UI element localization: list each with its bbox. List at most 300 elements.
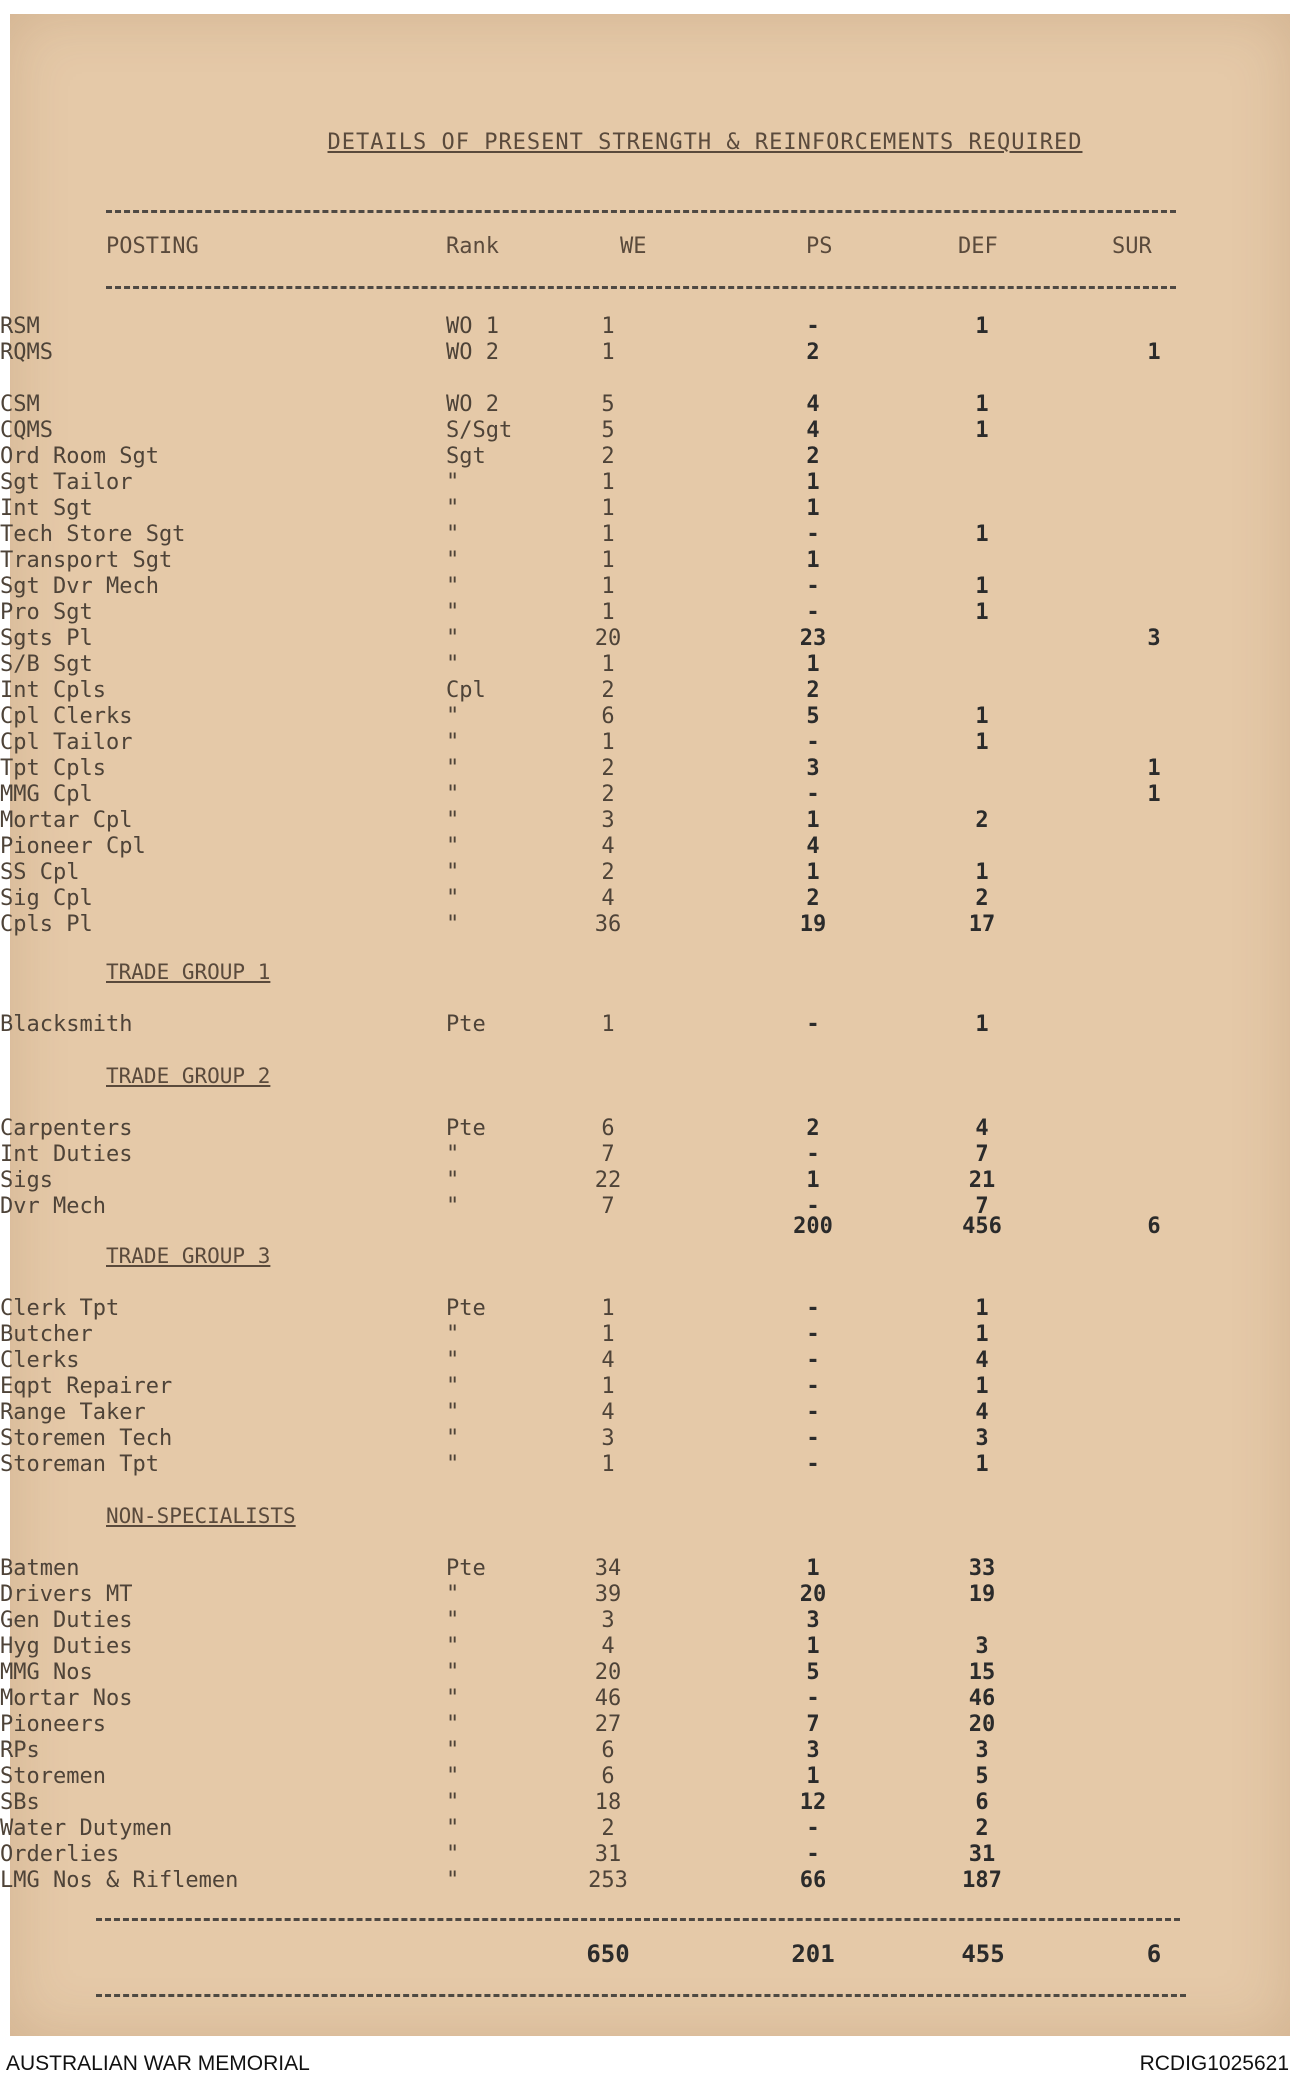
cell-we: 1 [601,730,615,755]
cell-def: 1 [975,1322,989,1347]
table-row [0,652,1297,678]
header-top-rule [106,210,1176,213]
cell-def: 1 [975,704,989,729]
cell-we: 253 [588,1868,628,1893]
subtotal-row [0,1214,1297,1240]
cell-ps: 1 [806,1764,820,1789]
cell-def: 1 [975,522,989,547]
cell-rank: " [446,1790,460,1815]
cell-we: 1 [601,340,615,365]
cell-ps: 3 [806,1608,820,1633]
cell-rank: " [446,1712,460,1737]
cell-rank: " [446,574,460,599]
total-def: 455 [961,1940,1005,1968]
cell-ps: 2 [806,1116,820,1141]
cell-rank: WO 2 [446,340,499,365]
cell-ps: 5 [806,1660,820,1685]
cell-rank: " [446,600,460,625]
cell-ps: - [806,522,820,547]
table-row [0,886,1297,912]
cell-we: 22 [594,1168,622,1193]
cell-posting: Pioneers [0,1712,106,1737]
cell-rank: " [446,782,460,807]
cell-ps: 1 [806,652,820,677]
cell-def: 1 [975,1452,989,1477]
subtotal-ps: 200 [793,1214,833,1239]
cell-def: 1 [975,860,989,885]
table-row [0,834,1297,860]
cell-rank: " [446,1168,460,1193]
cell-rank: " [446,496,460,521]
table-row [0,522,1297,548]
cell-we: 4 [601,1400,615,1425]
cell-we: 6 [601,1764,615,1789]
cell-def: 1 [975,730,989,755]
cell-posting: Drivers MT [0,1582,133,1607]
table-row [0,496,1297,522]
cell-we: 31 [594,1842,622,1867]
cell-we: 1 [601,652,615,677]
cell-we: 4 [601,886,615,911]
table-row [0,1712,1297,1738]
cell-we: 1 [601,1012,615,1037]
cell-ps: 1 [806,470,820,495]
table-row [0,808,1297,834]
cell-sur: 3 [1147,626,1161,651]
cell-posting: Eqpt Repairer [0,1374,173,1399]
cell-we: 2 [601,860,615,885]
cell-ps: 2 [806,886,820,911]
cell-ps: 1 [806,548,820,573]
cell-ps: 7 [806,1712,820,1737]
cell-posting: Sgt Dvr Mech [0,574,159,599]
table-row [0,444,1297,470]
cell-we: 4 [601,834,615,859]
cell-posting: Cpls Pl [0,912,93,937]
cell-rank: " [446,1582,460,1607]
cell-we: 3 [601,1608,615,1633]
table-row [0,704,1297,730]
cell-we: 27 [594,1712,622,1737]
cell-posting: Sigs [0,1168,53,1193]
table-row [0,1116,1297,1142]
cell-ps: - [806,1142,820,1167]
cell-posting: SS Cpl [0,860,80,885]
cell-we: 1 [601,1452,615,1477]
table-row [0,574,1297,600]
header-def: DEF [958,234,998,259]
cell-we: 5 [601,418,615,443]
cell-def: 4 [975,1400,989,1425]
table-row [0,1426,1297,1452]
cell-ps: - [806,1400,820,1425]
cell-def: 1 [975,314,989,339]
cell-posting: Storemen Tech [0,1426,173,1451]
cell-ps: 1 [806,860,820,885]
table-row [0,1012,1297,1038]
cell-rank: " [446,808,460,833]
cell-rank: " [446,912,460,937]
section-heading: TRADE GROUP 2 [106,1064,271,1088]
cell-ps: 5 [806,704,820,729]
cell-posting: MMG Cpl [0,782,93,807]
cell-ps: - [806,1374,820,1399]
cell-we: 39 [594,1582,622,1607]
cell-rank: " [446,652,460,677]
cell-we: 1 [601,548,615,573]
table-row [0,1790,1297,1816]
totals-bottom-rule [96,1994,1186,1997]
cell-ps: 1 [806,808,820,833]
cell-rank: " [446,1660,460,1685]
cell-rank: Pte [446,1012,486,1037]
cell-we: 20 [594,1660,622,1685]
cell-we: 1 [601,574,615,599]
cell-rank: " [446,1686,460,1711]
cell-rank: " [446,1738,460,1763]
cell-def: 15 [968,1660,996,1685]
cell-def: 33 [968,1556,996,1581]
cell-ps: - [806,314,820,339]
cell-posting: S/B Sgt [0,652,93,677]
cell-posting: Blacksmith [0,1012,133,1037]
archive-reference: RCDIG1025621 [1139,2052,1289,2075]
cell-we: 1 [601,314,615,339]
cell-rank: " [446,1142,460,1167]
cell-posting: Transport Sgt [0,548,173,573]
table-row [0,1322,1297,1348]
cell-we: 1 [601,600,615,625]
cell-posting: Ord Room Sgt [0,444,159,469]
cell-rank: " [446,1400,460,1425]
cell-rank: S/Sgt [446,418,513,443]
table-row [0,1660,1297,1686]
cell-we: 4 [601,1348,615,1373]
cell-posting: Batmen [0,1556,80,1581]
cell-rank: Pte [446,1116,486,1141]
subtotal-def: 456 [962,1214,1002,1239]
cell-ps: - [806,574,820,599]
table-row [0,1686,1297,1712]
cell-ps: - [806,1426,820,1451]
cell-rank: Pte [446,1556,486,1581]
cell-ps: 19 [799,912,827,937]
table-row [0,470,1297,496]
cell-posting: Water Dutymen [0,1816,173,1841]
cell-posting: Cpl Clerks [0,704,133,729]
cell-def: 1 [975,1374,989,1399]
cell-we: 3 [601,1426,615,1451]
table-row [0,1608,1297,1634]
cell-rank: " [446,1868,460,1893]
header-sur: SUR [1112,234,1152,259]
table-row [0,1582,1297,1608]
cell-we: 1 [601,1296,615,1321]
cell-posting: Int Cpls [0,678,106,703]
table-row [0,1556,1297,1582]
cell-posting: SBs [0,1790,40,1815]
cell-ps: - [806,1816,820,1841]
cell-we: 6 [601,1738,615,1763]
cell-posting: Int Duties [0,1142,133,1167]
table-row [0,912,1297,938]
cell-def: 3 [975,1738,989,1763]
cell-ps: - [806,1452,820,1477]
cell-def: 4 [975,1116,989,1141]
section-heading: TRADE GROUP 1 [106,960,271,984]
table-row [0,600,1297,626]
table-row [0,1816,1297,1842]
cell-sur: 1 [1147,756,1161,781]
cell-posting: Tech Store Sgt [0,522,186,547]
cell-we: 18 [594,1790,622,1815]
cell-ps: 2 [806,444,820,469]
cell-posting: Sgt Tailor [0,470,133,495]
cell-posting: Cpl Tailor [0,730,133,755]
cell-def: 20 [968,1712,996,1737]
table-row [0,314,1297,340]
cell-ps: 1 [806,1168,820,1193]
cell-ps: - [806,1296,820,1321]
table-row [0,1296,1297,1322]
table-row [0,1142,1297,1168]
cell-rank: " [446,522,460,547]
totals-top-rule [96,1918,1180,1921]
cell-we: 1 [601,1374,615,1399]
cell-def: 4 [975,1348,989,1373]
cell-we: 2 [601,756,615,781]
table-row [0,1842,1297,1868]
cell-posting: Storemen [0,1764,106,1789]
cell-ps: 4 [806,834,820,859]
cell-ps: 1 [806,1556,820,1581]
cell-rank: " [446,1452,460,1477]
cell-def: 3 [975,1634,989,1659]
table-row [0,1348,1297,1374]
cell-def: 1 [975,418,989,443]
cell-ps: - [806,600,820,625]
header-rank: Rank [446,234,499,259]
header-ps: PS [806,234,833,259]
table-row [0,626,1297,652]
cell-posting: Orderlies [0,1842,120,1867]
cell-we: 7 [601,1194,615,1219]
cell-we: 36 [594,912,622,937]
cell-we: 6 [601,704,615,729]
table-row [0,678,1297,704]
cell-ps: - [806,730,820,755]
cell-rank: " [446,1322,460,1347]
cell-def: 6 [975,1790,989,1815]
cell-rank: WO 2 [446,392,499,417]
cell-rank: " [446,1816,460,1841]
archive-credit: AUSTRALIAN WAR MEMORIAL [6,2052,310,2075]
cell-posting: CQMS [0,418,53,443]
table-row [0,782,1297,808]
cell-posting: Hyg Duties [0,1634,133,1659]
cell-posting: Pro Sgt [0,600,93,625]
cell-ps: 2 [806,678,820,703]
cell-ps: 23 [799,626,827,651]
cell-def: 1 [975,574,989,599]
cell-posting: LMG Nos & Riflemen [0,1868,239,1893]
section-heading: NON-SPECIALISTS [106,1504,296,1528]
cell-we: 20 [594,626,622,651]
cell-def: 21 [968,1168,996,1193]
cell-rank: " [446,860,460,885]
cell-posting: Sgts Pl [0,626,93,651]
header-we: WE [620,234,647,259]
cell-posting: Carpenters [0,1116,133,1141]
cell-def: 1 [975,600,989,625]
total-sur: 6 [1146,1940,1162,1968]
cell-posting: RSM [0,314,40,339]
cell-ps: 20 [799,1582,827,1607]
table-row [0,1764,1297,1790]
cell-ps: 3 [806,756,820,781]
header-bottom-rule [106,286,1176,289]
cell-def: 1 [975,392,989,417]
cell-posting: Mortar Cpl [0,808,133,833]
cell-rank: " [446,1634,460,1659]
cell-posting: Tpt Cpls [0,756,106,781]
header-posting: POSTING [106,234,199,259]
table-row [0,730,1297,756]
cell-we: 46 [594,1686,622,1711]
cell-def: 46 [968,1686,996,1711]
cell-ps: - [806,1194,820,1219]
cell-we: 1 [601,470,615,495]
cell-rank: " [446,548,460,573]
cell-posting: Sig Cpl [0,886,93,911]
cell-rank: " [446,704,460,729]
cell-ps: 4 [806,418,820,443]
cell-we: 7 [601,1142,615,1167]
table-row [0,756,1297,782]
cell-ps: - [806,782,820,807]
table-row [0,1868,1297,1894]
cell-rank: " [446,1426,460,1451]
total-we: 650 [586,1940,630,1968]
cell-posting: CSM [0,392,40,417]
table-row [0,1168,1297,1194]
cell-rank: WO 1 [446,314,499,339]
cell-we: 5 [601,392,615,417]
cell-ps: 4 [806,392,820,417]
cell-def: 2 [975,886,989,911]
section-heading: TRADE GROUP 3 [106,1244,271,1268]
cell-ps: 66 [799,1868,827,1893]
cell-ps: - [806,1842,820,1867]
cell-sur: 1 [1147,340,1161,365]
table-row [0,548,1297,574]
cell-def: 1 [975,1296,989,1321]
cell-posting: Mortar Nos [0,1686,133,1711]
cell-ps: 1 [806,1634,820,1659]
cell-posting: RPs [0,1738,40,1763]
cell-def: 19 [968,1582,996,1607]
cell-we: 2 [601,678,615,703]
cell-we: 34 [594,1556,622,1581]
table-row [0,418,1297,444]
cell-rank: Sgt [446,444,486,469]
cell-rank: " [446,756,460,781]
cell-rank: " [446,470,460,495]
table-row [0,1452,1297,1478]
cell-rank: " [446,1608,460,1633]
cell-posting: Pioneer Cpl [0,834,146,859]
cell-we: 2 [601,782,615,807]
cell-posting: Butcher [0,1322,93,1347]
cell-rank: " [446,1374,460,1399]
cell-we: 2 [601,444,615,469]
cell-rank: Pte [446,1296,486,1321]
cell-sur: 1 [1147,782,1161,807]
cell-rank: " [446,886,460,911]
cell-rank: " [446,626,460,651]
cell-we: 1 [601,1322,615,1347]
cell-def: 17 [968,912,996,937]
cell-we: 6 [601,1116,615,1141]
table-row [0,340,1297,366]
cell-posting: Int Sgt [0,496,93,521]
cell-we: 1 [601,496,615,521]
cell-posting: Storeman Tpt [0,1452,159,1477]
cell-posting: RQMS [0,340,53,365]
cell-rank: " [446,834,460,859]
cell-posting: Clerk Tpt [0,1296,120,1321]
cell-rank: " [446,1842,460,1867]
cell-posting: Gen Duties [0,1608,133,1633]
cell-def: 5 [975,1764,989,1789]
cell-def: 31 [968,1842,996,1867]
cell-we: 4 [601,1634,615,1659]
cell-ps: - [806,1686,820,1711]
cell-ps: - [806,1322,820,1347]
cell-rank: " [446,1764,460,1789]
subtotal-sur: 6 [1147,1214,1161,1239]
document-title: DETAILS OF PRESENT STRENGTH & REINFORCEMENTS REQUIRED [327,130,1083,155]
cell-def: 3 [975,1426,989,1451]
cell-ps: 2 [806,340,820,365]
cell-rank: Cpl [446,678,486,703]
cell-we: 3 [601,808,615,833]
cell-we: 1 [601,522,615,547]
cell-rank: " [446,1348,460,1373]
cell-rank: " [446,730,460,755]
table-row [0,1738,1297,1764]
total-ps: 201 [791,1940,835,1968]
cell-def: 1 [975,1012,989,1037]
cell-rank: " [446,1194,460,1219]
table-row [0,860,1297,886]
cell-def: 7 [975,1142,989,1167]
cell-posting: Clerks [0,1348,80,1373]
cell-ps: - [806,1348,820,1373]
table-row [0,1400,1297,1426]
cell-def: 187 [962,1868,1002,1893]
cell-def: 7 [975,1194,989,1219]
cell-posting: Range Taker [0,1400,146,1425]
cell-ps: 12 [799,1790,827,1815]
cell-posting: Dvr Mech [0,1194,106,1219]
cell-ps: 1 [806,496,820,521]
table-row [0,1634,1297,1660]
cell-def: 2 [975,1816,989,1841]
table-row [0,392,1297,418]
cell-ps: 3 [806,1738,820,1763]
table-row [0,1374,1297,1400]
